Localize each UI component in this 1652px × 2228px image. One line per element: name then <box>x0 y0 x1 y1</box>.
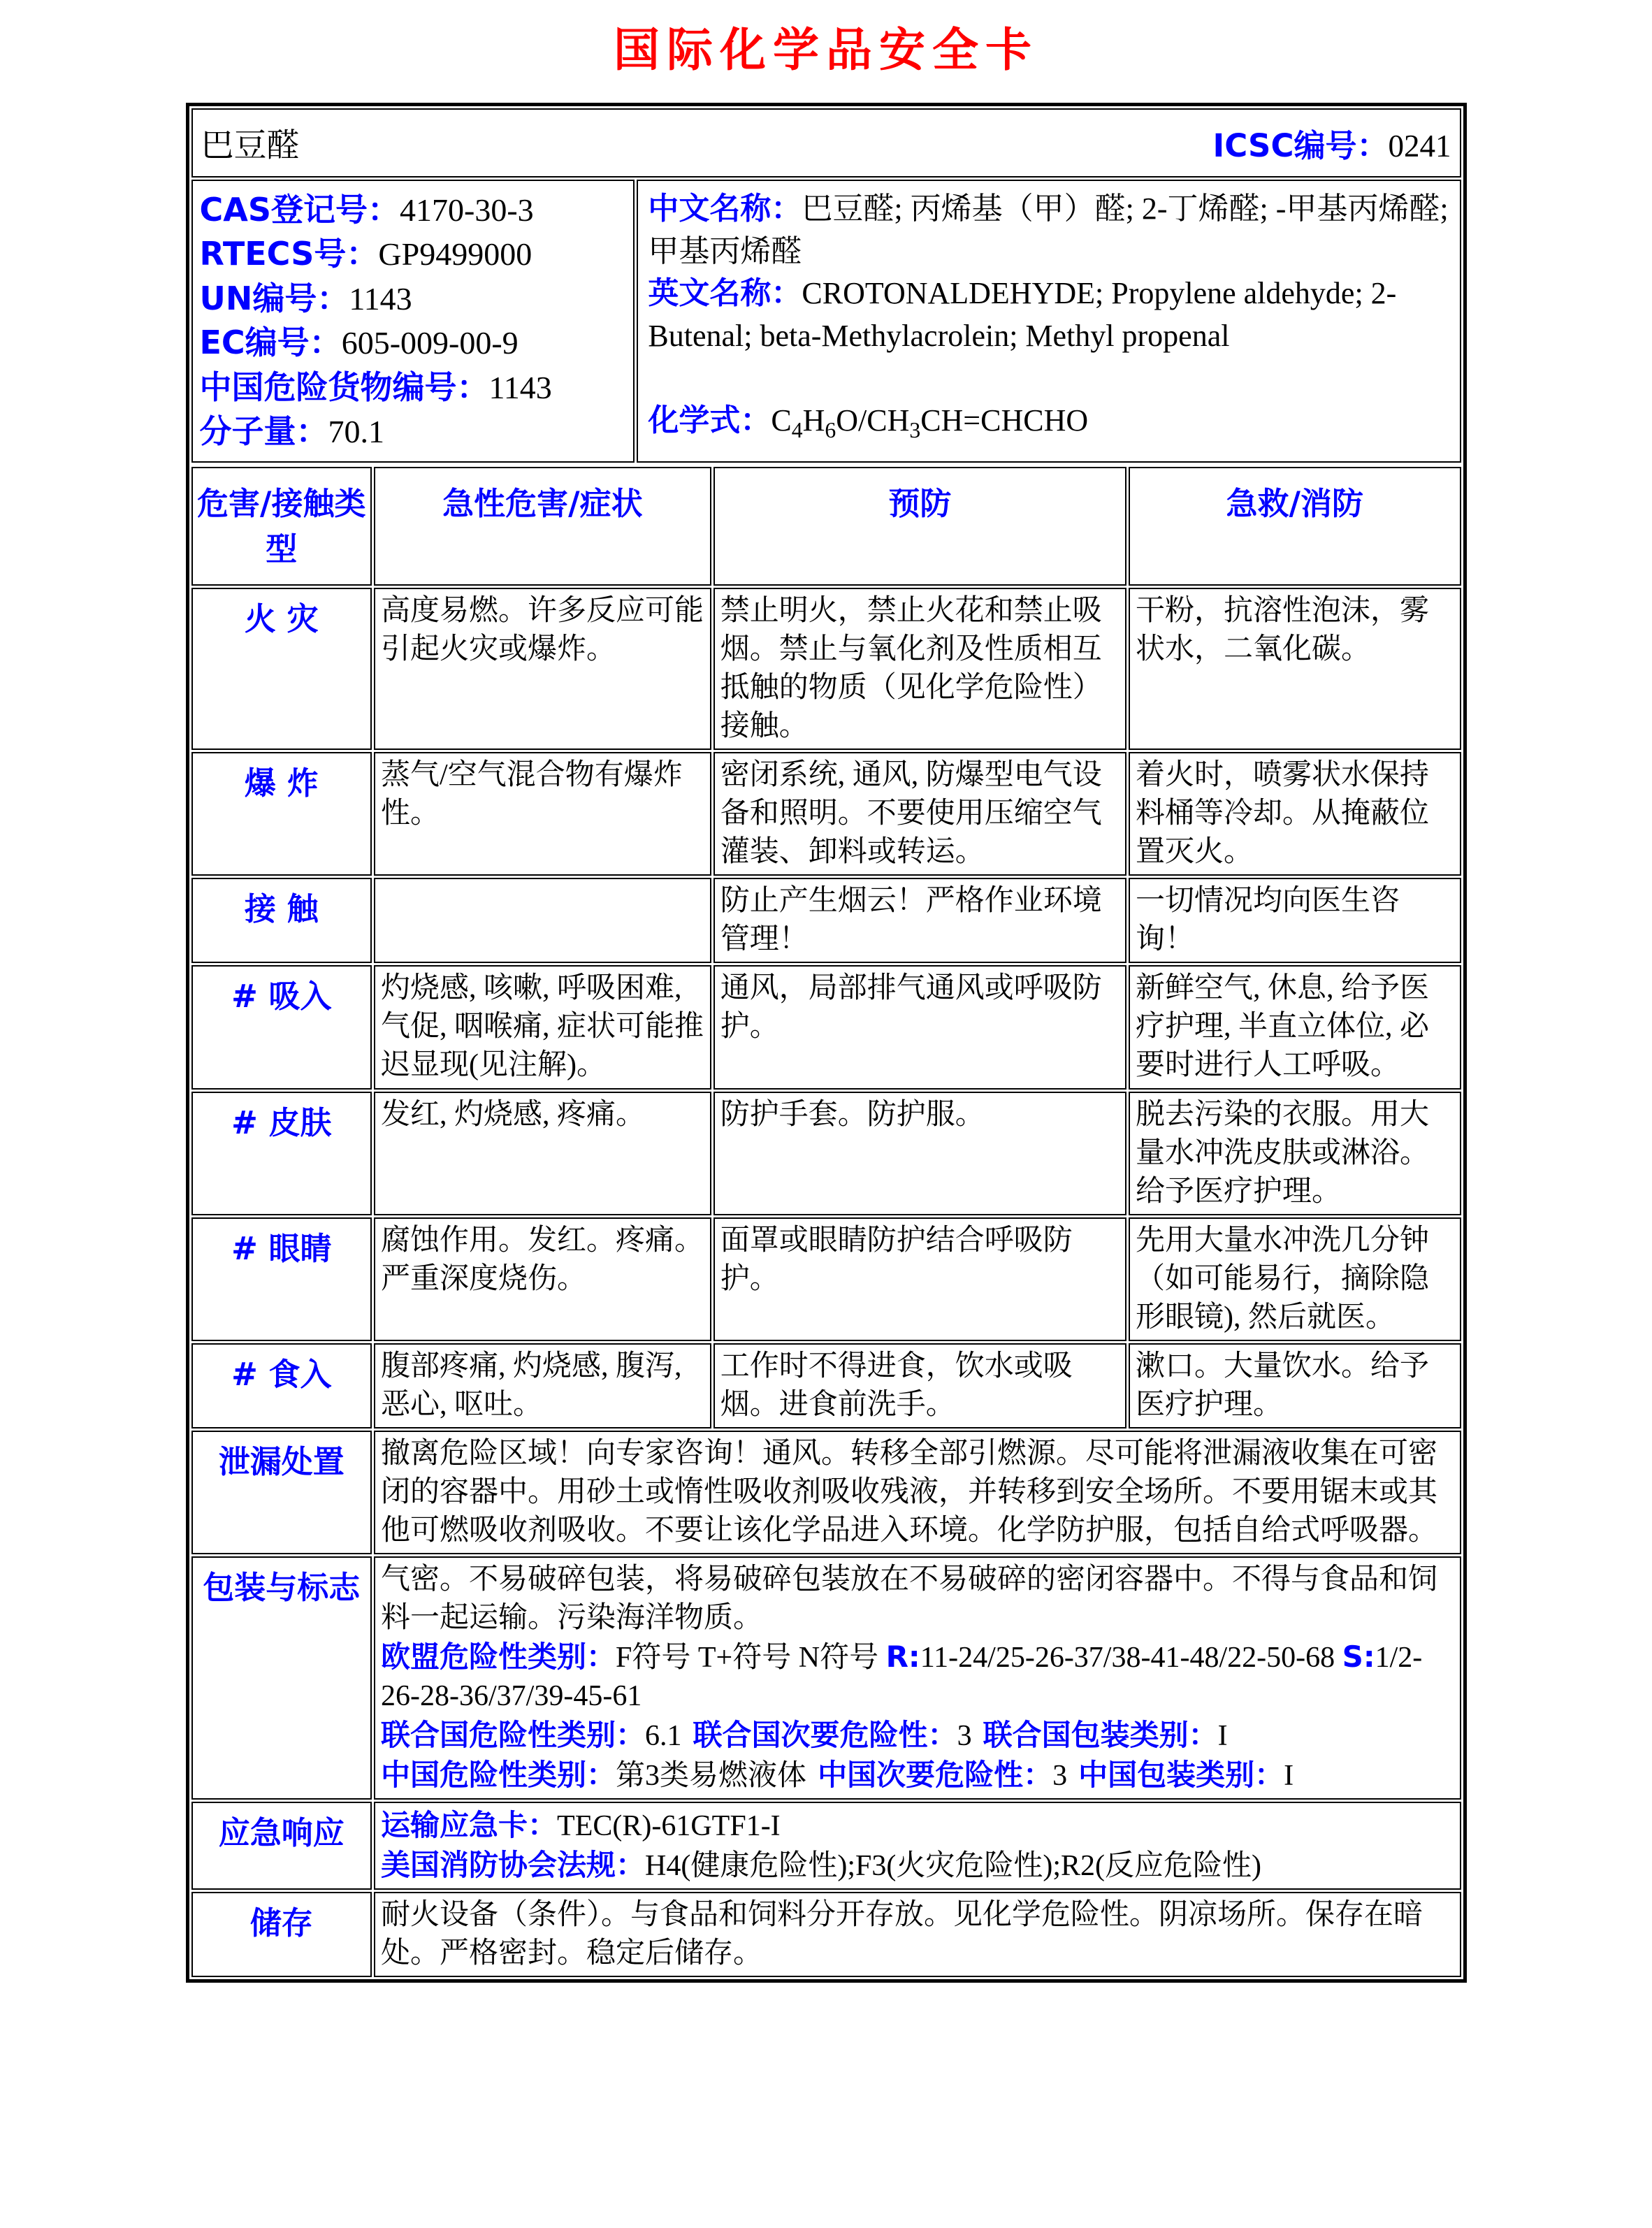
spill-content: 撤离危险区域！向专家咨询！通风。转移全部引燃源。尽可能将泄漏液收集在可密闭的容器中。用砂土或惰性吸收剂吸收残液，并转移到安全场所。不要用锯末或其他可燃吸收剂吸收。不要让该化学品进入环境。化学防护服，包括自给式呼吸器。 <box>374 1431 1461 1554</box>
table-row-spill <box>191 1431 1461 1554</box>
row-label-exposure: 接 触 <box>191 878 372 963</box>
molweight-value: 70.1 <box>328 414 384 450</box>
row-label-packaging: 包装与标志 <box>191 1556 372 1800</box>
un-class-label: 联合国危险性类别： <box>381 1717 646 1752</box>
molweight-label: 分子量： <box>199 412 328 451</box>
fire-prevention: 禁止明火，禁止火花和禁止吸烟。禁止与氧化剂及性质相互抵触的物质（见化学危险性）接触。 <box>713 588 1126 750</box>
r-phrases-value: 11-24/25-26-37/38-41-48/22-50-68 <box>920 1641 1342 1674</box>
packaging-content <box>374 1556 1461 1800</box>
row-label-skin: # 皮肤 <box>191 1092 372 1215</box>
row-label-ingestion: # 食入 <box>191 1343 372 1428</box>
cn-class-value: 第3类易燃液体 <box>616 1759 807 1792</box>
rtecs-line <box>200 232 627 276</box>
cas-label: CAS登记号： <box>199 191 400 229</box>
ingestion-response: 漱口。大量饮水。给予医疗护理。 <box>1129 1343 1461 1428</box>
cn-pack-value: I <box>1284 1759 1294 1792</box>
hazard-header-row <box>191 467 1461 586</box>
terc-value: TEC(R)-61GTF1-I <box>557 1809 781 1842</box>
inhalation-response: 新鲜空气, 休息, 给予医疗护理, 半直立体位, 必要时进行人工呼吸。 <box>1129 965 1461 1089</box>
emergency-nfpa-line <box>381 1846 1454 1886</box>
storage-content: 耐火设备（条件）。与食品和饲料分开存放。见化学危险性。阴凉场所。保存在暗处。严格密封。稳定后储存。 <box>374 1892 1461 1977</box>
row-label-fire: 火 灾 <box>191 588 372 750</box>
skin-symptoms: 发红, 灼烧感, 疼痛。 <box>374 1092 711 1215</box>
un-value: 1143 <box>349 280 412 317</box>
header-response: 急救/消防 <box>1129 467 1461 586</box>
un-line <box>200 277 627 321</box>
formula-part: CH=CHCHO <box>920 403 1089 437</box>
en-name-label: 英文名称： <box>648 275 802 312</box>
emergency-terc-line <box>381 1806 1454 1846</box>
exposure-prevention: 防止产生烟云！严格作业环境管理！ <box>713 878 1126 963</box>
exposure-response: 一切情况均向医生咨询！ <box>1129 878 1461 963</box>
cn-name-label: 中文名称： <box>648 191 802 226</box>
page-title: 国际化学品安全卡 <box>614 23 1038 77</box>
formula-label: 化学式： <box>648 402 771 438</box>
s-phrases-label: S: <box>1342 1639 1375 1674</box>
un-sub-label: 联合国次要危险性： <box>693 1717 957 1752</box>
cas-value: 4170-30-3 <box>400 192 534 228</box>
table-row-exposure <box>191 878 1461 963</box>
formula-sub: 4 <box>791 417 803 442</box>
exposure-symptoms <box>374 878 711 963</box>
cn-name-value: 巴豆醛; 丙烯基（甲）醛; 2-丁烯醛; -甲基丙烯醛; 甲基丙烯醛 <box>648 191 1449 268</box>
ec-line <box>200 321 627 365</box>
table-row-storage <box>191 1892 1461 1977</box>
un-sub-value: 3 <box>957 1719 972 1752</box>
china-dg-line <box>200 366 627 410</box>
cn-sub-label: 中国次要危险性： <box>818 1757 1053 1792</box>
table-row-ingestion <box>191 1343 1461 1428</box>
table-row-inhalation <box>191 965 1461 1089</box>
ingestion-prevention: 工作时不得进食，饮水或吸烟。进食前洗手。 <box>713 1343 1126 1428</box>
table-row-emergency <box>191 1802 1461 1890</box>
eyes-prevention: 面罩或眼睛防护结合呼吸防护。 <box>713 1217 1126 1341</box>
ingestion-symptoms: 腹部疼痛, 灼烧感, 腹泻, 恶心, 呕吐。 <box>374 1343 711 1428</box>
explosion-prevention: 密闭系统, 通风, 防爆型电气设备和照明。不要使用压缩空气灌装、卸料或转运。 <box>713 752 1126 876</box>
formula-sub: 6 <box>825 417 836 442</box>
row-label-inhalation: # 吸入 <box>191 965 372 1089</box>
eu-class-label: 欧盟危险性类别： <box>381 1639 616 1674</box>
un-pack-value: I <box>1217 1719 1228 1752</box>
row-label-spill: 泄漏处置 <box>191 1431 372 1554</box>
packaging-un-line <box>381 1716 1454 1756</box>
rtecs-value: GP9499000 <box>378 236 532 273</box>
inhalation-symptoms: 灼烧感, 咳嗽, 呼吸困难, 气促, 咽喉痛, 症状可能推迟显现(见注解)。 <box>374 965 711 1089</box>
packaging-cn-line <box>381 1756 1454 1795</box>
row-label-emergency: 应急响应 <box>191 1802 372 1890</box>
un-label: UN编号： <box>199 279 349 317</box>
table-row-skin <box>191 1092 1461 1215</box>
icsc-label: ICSC编号： <box>1212 127 1389 164</box>
table-row-fire <box>191 588 1461 750</box>
safety-card <box>186 103 1467 1983</box>
formula-part: H <box>802 403 825 437</box>
row-label-explosion: 爆 炸 <box>191 752 372 876</box>
rtecs-label: RTECS号： <box>199 235 379 273</box>
header-prevention: 预防 <box>713 467 1126 586</box>
formula-part: O/CH <box>836 403 910 437</box>
fire-response: 干粉，抗溶性泡沫，雾状水，二氧化碳。 <box>1129 588 1461 750</box>
cn-pack-label: 中国包装类别： <box>1078 1757 1284 1792</box>
fire-symptoms: 高度易燃。许多反应可能引起火灾或爆炸。 <box>374 588 711 750</box>
cas-line <box>200 188 627 232</box>
china-dg-value: 1143 <box>488 369 552 405</box>
top-section <box>189 106 1463 465</box>
table-row-explosion <box>191 752 1461 876</box>
table-row-packaging <box>191 1556 1461 1800</box>
en-name-value: CROTONALDEHYDE; Propylene aldehyde; 2-Butenal; beta-Methylacrolein; Methyl propenal <box>648 276 1397 354</box>
skin-response: 脱去污染的衣服。用大量水冲洗皮肤或淋浴。给予医疗护理。 <box>1129 1092 1461 1215</box>
explosion-symptoms: 蒸气/空气混合物有爆炸性。 <box>374 752 711 876</box>
packaging-eu-line <box>381 1637 1454 1716</box>
china-dg-label: 中国危险货物编号： <box>199 368 489 406</box>
cn-sub-value: 3 <box>1052 1759 1068 1792</box>
terc-label: 运输应急卡： <box>381 1807 558 1842</box>
header-hazard-type: 危害/接触类型 <box>191 467 372 586</box>
name-row <box>191 108 1461 178</box>
ec-label: EC编号： <box>199 324 342 362</box>
skin-prevention: 防护手套。防护服。 <box>713 1092 1126 1215</box>
row-label-eyes: # 眼睛 <box>191 1217 372 1341</box>
s-phrases-value: 1/2-26-28-36/37/39-45-61 <box>381 1641 1423 1712</box>
un-pack-label: 联合国包装类别： <box>983 1717 1218 1752</box>
eu-class-value: F符号 T+符号 N符号 <box>616 1641 886 1674</box>
hazard-table <box>189 465 1463 1979</box>
ec-value: 605-009-00-9 <box>341 325 519 361</box>
nfpa-label: 美国消防协会法规： <box>381 1847 646 1882</box>
inhalation-prevention: 通风，局部排气通风或呼吸防护。 <box>713 965 1126 1089</box>
header-symptoms: 急性危害/症状 <box>374 467 711 586</box>
nfpa-value: H4(健康危险性);F3(火灾危险性);R2(反应危险性) <box>645 1849 1262 1882</box>
eyes-symptoms: 腐蚀作用。发红。疼痛。严重深度烧伤。 <box>374 1217 711 1341</box>
names-cell <box>637 180 1461 463</box>
cn-name-line <box>648 188 1449 273</box>
un-class-value: 6.1 <box>645 1719 682 1752</box>
formula-part: C <box>771 403 792 437</box>
explosion-response: 着火时，喷雾状水保持料桶等冷却。从掩蔽位置灭火。 <box>1129 752 1461 876</box>
table-row-eyes <box>191 1217 1461 1341</box>
r-phrases-label: R: <box>885 1639 920 1674</box>
eyes-response: 先用大量水冲洗几分钟（如可能易行，摘除隐形眼镜), 然后就医。 <box>1129 1217 1461 1341</box>
icsc-number-field <box>1212 120 1451 166</box>
formula-sub: 3 <box>909 417 921 442</box>
molweight-line <box>200 410 627 454</box>
formula-line <box>648 400 1449 446</box>
formula-value <box>771 403 1089 442</box>
packaging-general: 气密。不易破碎包装，将易破碎包装放在不易破碎的密闭容器中。不得与食品和饲料一起运输。污染海洋物质。 <box>381 1563 1438 1634</box>
en-name-line <box>648 273 1449 357</box>
chemical-name: 巴豆醛 <box>201 128 300 164</box>
cn-class-label: 中国危险性类别： <box>381 1757 616 1792</box>
emergency-content <box>374 1802 1461 1890</box>
icsc-value: 0241 <box>1388 129 1451 164</box>
identifiers-cell <box>191 180 635 463</box>
row-label-storage: 储存 <box>191 1892 372 1977</box>
